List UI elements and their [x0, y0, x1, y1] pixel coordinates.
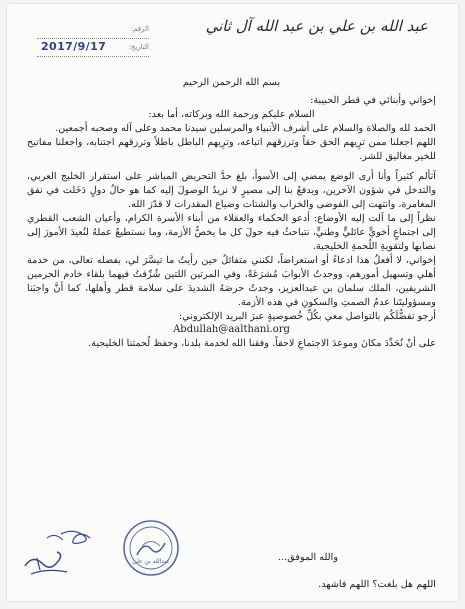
- date-line: [37, 42, 149, 57]
- paragraph-intent: إخواني، لا أفعلُ هذا ادعاءً أو استعراضاً، لكنني متفائلٌ حين رأيتُ ما تيسَّرَ لي، بفضله تعالى، من خدمة أهلي وتسهيل أمورهم، ووجدتُ الأبوابَ مُشرَعَةً، وفي المرتين اللتين شُرِّفتُ فيهما بلقاء خادم الحرمين الشريفين، الملك سلمان بن عبدالعزيز، وجدتُ حرصَهُ الشديدَ على سلامة قطر وأهلها، كما أنَّ واجبَنا ومسؤوليتَنا عدمُ الصمتِ والسكونِ في هذه الأزمة.: [27, 254, 436, 308]
- reference-number-line: [37, 24, 149, 39]
- letter-page: [7, 4, 458, 601]
- salutation-line-1: إخواني وأبنائي في قطر الحبيبة:: [310, 94, 436, 106]
- official-seal: [122, 519, 180, 577]
- seal-text: عبدالله بن علي: [132, 558, 170, 565]
- date-label: التاريخ:: [128, 43, 149, 51]
- reference-number-label: الرقم:: [130, 25, 149, 33]
- letterhead-name: عبد الله بن علي بن عبد الله آل ثاني: [205, 17, 428, 35]
- paragraph-invitation: نظراً إلى ما آلت إليه الأوضاع: أدعو الحكماء والعقلاء من أبناء الأسرة الكرام، وأعيان الشعب القطري إلى اجتماعٍ أخويٍّ عائليٍّ وطنيٍّ، نتباحثُ فيه حولَ كل ما يخصُّ الأزمة، وما نستطيعُ عملهُ لنُعيدَ الأمورَ إلى نصابها ولتقويةِ اللُحمةِ الخليجية.: [27, 213, 436, 252]
- email-address: Abdullah@aalthani.org: [173, 324, 290, 336]
- paragraph-praise: الحمد لله والصلاة والسلام على أشرف الأنبياء والمرسلين سيدنا محمد وعلى آله وصحبه أجمعين.: [55, 122, 436, 134]
- letterhead: [7, 4, 458, 62]
- handwritten-signature: [17, 522, 97, 586]
- paragraph-contact: أرجو تفضُّلَكُم بالتواصل معي بكُلِّ خُصوصيةٍ عبرَ البريد الإلكتروني:: [178, 310, 436, 322]
- paragraph-concern: آتألم كثيراً وأنا أرى الوضع يمضي إلى الأسوأ، بلغ حدَّ التحريض المباشر على استقرار الخليج العربي، والتدخل في شؤون الآخرين، ويدفعُ بنا إلى مصيرٍ لا نريدُ الوصولَ إليه كما هو حالُ دولٍ دَخَلت في نفق المغامرة، وانتهت إلى الفوضى والخراب والشتات وضياع المقدرات لا قدّرَ الله.: [27, 171, 436, 211]
- letter-body: [27, 76, 436, 351]
- date-value: 2017/9/17: [41, 40, 107, 53]
- salutation-line-2: السلام عليكم ورحمة الله وبركاته، أما بعد:: [148, 108, 315, 120]
- basmala: بسم الله الرحمن الرحيم: [182, 77, 281, 88]
- closing-line: والله الموفق...: [278, 552, 338, 563]
- paragraph-prayer: اللهم اجعلنا ممن ترِيهم الحق حقاً وترزقهم اتباعه، وترِيهم الباطل باطلاً وترزقهم اجتنابه، واجعلنا مفاتيح للخير مغاليق للشر.: [27, 136, 436, 162]
- final-line: اللهم هل بلغت؟ اللهم فاشهد.: [318, 579, 436, 590]
- paragraph-closing-wish: على أنْ نُحَدِّدَ مكانَ وموعدَ الاجتماعِ لاحقاً. وفقنا الله لخدمة بلدنا، وحفظ لُحمتنا الخليجية.: [88, 338, 436, 350]
